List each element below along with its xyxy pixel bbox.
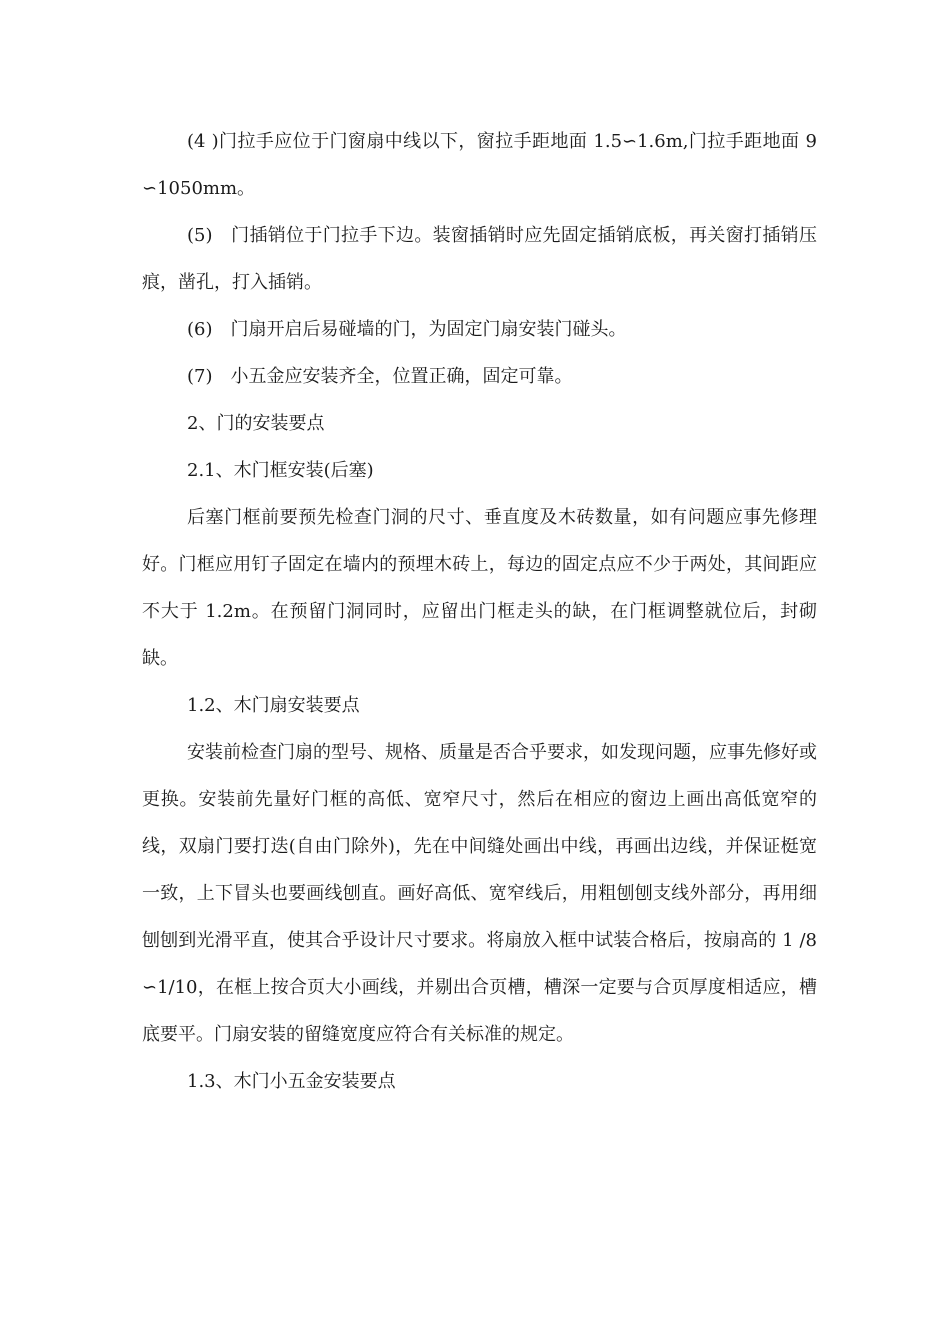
paragraph-door-frame: 后塞门框前要预先检查门洞的尺寸、垂直度及木砖数量，如有问题应事先修理好。门框应用钉子固定在墙内的预埋木砖上，每边的固定点应不少于两处，其间距应不大于 1.2m。在预留门洞同时，应留出门框走头的缺，在门框调整就位后，封砌缺。 bbox=[142, 507, 817, 669]
section-heading-2-1: 2.1、木门框安装(后塞) bbox=[187, 460, 374, 481]
paragraph-item-7: (7) 小五金应安装齐全，位置正确，固定可靠。 bbox=[187, 366, 573, 387]
section-heading-2: 2、门的安装要点 bbox=[187, 413, 325, 434]
paragraph-item-6: (6) 门扇开启后易碰墙的门，为固定门扇安装门碰头。 bbox=[187, 319, 627, 340]
paragraph-door-leaf: 安装前检查门扇的型号、规格、质量是否合乎要求，如发现问题，应事先修好或更换。安装前先量好门框的高低、宽窄尺寸，然后在相应的窗边上画出高低宽窄的线，双扇门要打迭(自由门除外)，先在中间缝处画出中线，再画出边线，并保证梃宽一致，上下冒头也要画线刨直。画好高低、宽窄线后，用粗刨刨支线外部分，再用细刨刨到光滑平直，使其合乎设计尺寸要求。将扇放入框中试装合格后，按扇高的 1 /8∽1/10，在框上按合页大小画线，并剔出合页槽，槽深一定要与合页厚度相适应，槽底要平。门扇安装的留缝宽度应符合有关标准的规定。 bbox=[142, 742, 817, 1045]
section-heading-1-2: 1.2、木门扇安装要点 bbox=[187, 695, 360, 716]
document-page bbox=[142, 118, 817, 1105]
paragraph-item-5: (5) 门插销位于门拉手下边。装窗插销时应先固定插销底板，再关窗打插销压痕，凿孔，打入插销。 bbox=[142, 225, 817, 293]
paragraph-item-4: (4 )门拉手应位于门窗扇中线以下，窗拉手距地面 1.5∽1.6m,门拉手距地面 9∽1050mm。 bbox=[142, 131, 817, 199]
section-heading-1-3: 1.3、木门小五金安装要点 bbox=[187, 1071, 396, 1092]
